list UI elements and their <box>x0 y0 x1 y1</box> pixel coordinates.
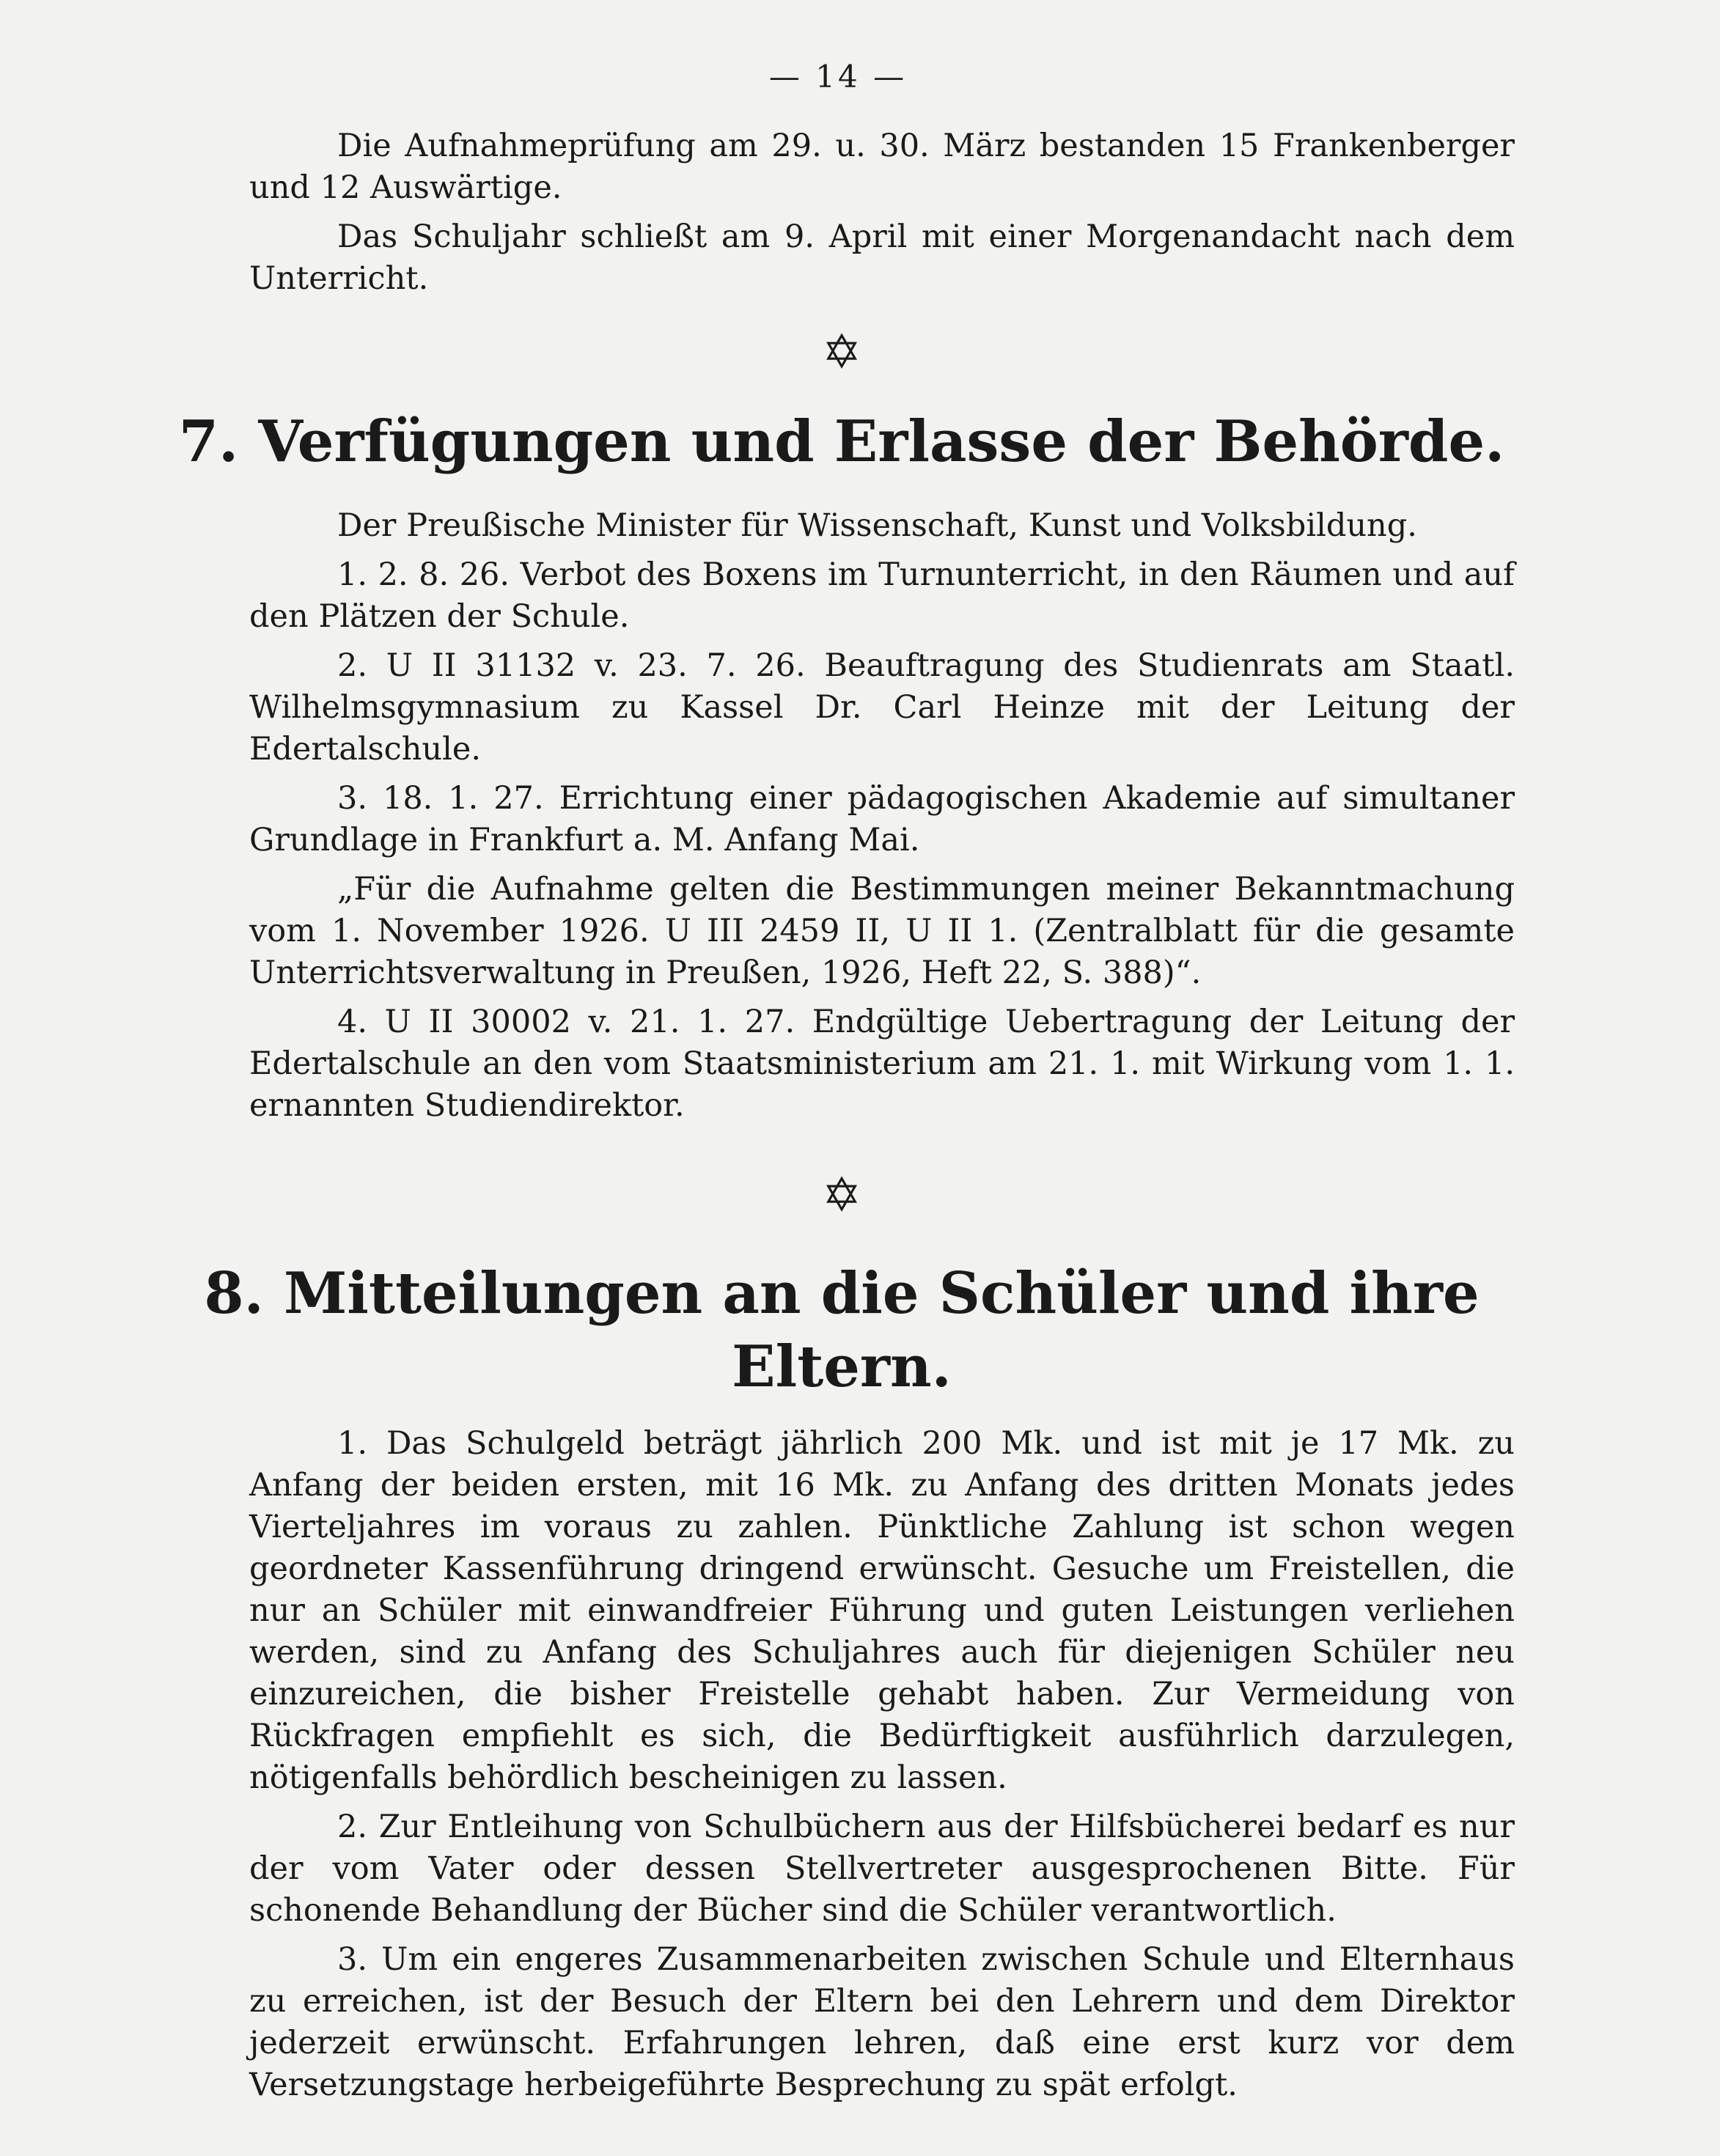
section-8-heading: 8. Mitteilungen an die Schüler und ihre Eltern. <box>204 1260 1480 1400</box>
decree-item-2: 2. U II 31132 v. 23. 7. 26. Beauftragung des Studienrats am Staatl. Wilhelmsgymnasium zu Kassel Dr. Carl Heinze mit der Leitung der Edertalschule. <box>249 647 1515 768</box>
notice-item-2: 2. Zur Entleihung von Schulbüchern aus der Hilfsbücherei bedarf es nur der vom Vater oder dessen Stellvertreter ausgesprochenen Bitte. Für schonende Behandlung der Bücher sind die Schüler verantwortlich. <box>249 1809 1515 1929</box>
star-ornament-icon: ✡ <box>822 1169 861 1223</box>
page-number: — 14 — <box>768 59 908 95</box>
notice-item-3: 3. Um ein engeres Zusammenarbeiten zwischen Schule und Elternhaus zu erreichen, ist der Besuch der Eltern bei den Lehrern und dem Direktor jederzeit erwünscht. Erfahrungen lehren, daß eine erst kurz vor dem Versetzungstage herbeigeführte Besprechung zu spät erfolgt. <box>249 1941 1515 2103</box>
decree-quotation: „Für die Aufnahme gelten die Bestimmungen meiner Bekanntmachung vom 1. November 1926. U III 2459 II, U II 1. (Zentralblatt für die gesamte Unterrichtsverwaltung in Preußen, 1926, Heft 22, S. 388)“. <box>249 871 1515 991</box>
decree-item-4: 4. U II 30002 v. 21. 1. 27. Endgültige Uebertragung der Leitung der Edertalschule an den vom Staatsministerium am 21. 1. mit Wirkung vom 1. 1. ernannten Studiendirektor. <box>249 1004 1515 1124</box>
exam-result-paragraph: Die Aufnahmeprüfung am 29. u. 30. März bestanden 15 Frankenberger und 12 Auswärtige. <box>249 128 1515 206</box>
school-year-end-paragraph: Das Schuljahr schließt am 9. April mit einer Morgenandacht nach dem Unterricht. <box>249 218 1515 297</box>
decree-item-1: 1. 2. 8. 26. Verbot des Boxens im Turnunterricht, in den Räumen und auf den Plätzen der Schule. <box>249 556 1515 635</box>
notice-item-1: 1. Das Schulgeld beträgt jährlich 200 Mk. und ist mit je 17 Mk. zu Anfang der beiden ersten, mit 16 Mk. zu Anfang des dritten Monats jedes Vierteljahres im voraus zu zahlen. Pünktliche Zahlung ist schon wegen geordneter Kassenführung dringend erwünscht. Gesuche um Freistellen, die nur an Schüler mit einwandfreier Führung und guten Leistungen verliehen werden, sind zu Anfang des Schuljahres auch für diejenigen Schüler neu einzureichen, die bisher Freistelle gehabt haben. Zur Vermeidung von Rückfragen empfiehlt es sich, die Bedürftigkeit ausführlich darzulegen, nötigenfalls behördlich bescheinigen zu lassen. <box>249 1425 1515 1796</box>
decree-item-3: 3. 18. 1. 27. Errichtung einer pädagogischen Akademie auf simultaner Grundlage in Frankfurt a. M. Anfang Mai. <box>249 780 1515 858</box>
authority-line: Der Preußische Minister für Wissenschaft, Kunst und Volksbildung. <box>337 507 1417 544</box>
section-7-heading: 7. Verfügungen und Erlasse der Behörde. <box>178 408 1505 475</box>
star-ornament-icon: ✡ <box>822 325 861 380</box>
